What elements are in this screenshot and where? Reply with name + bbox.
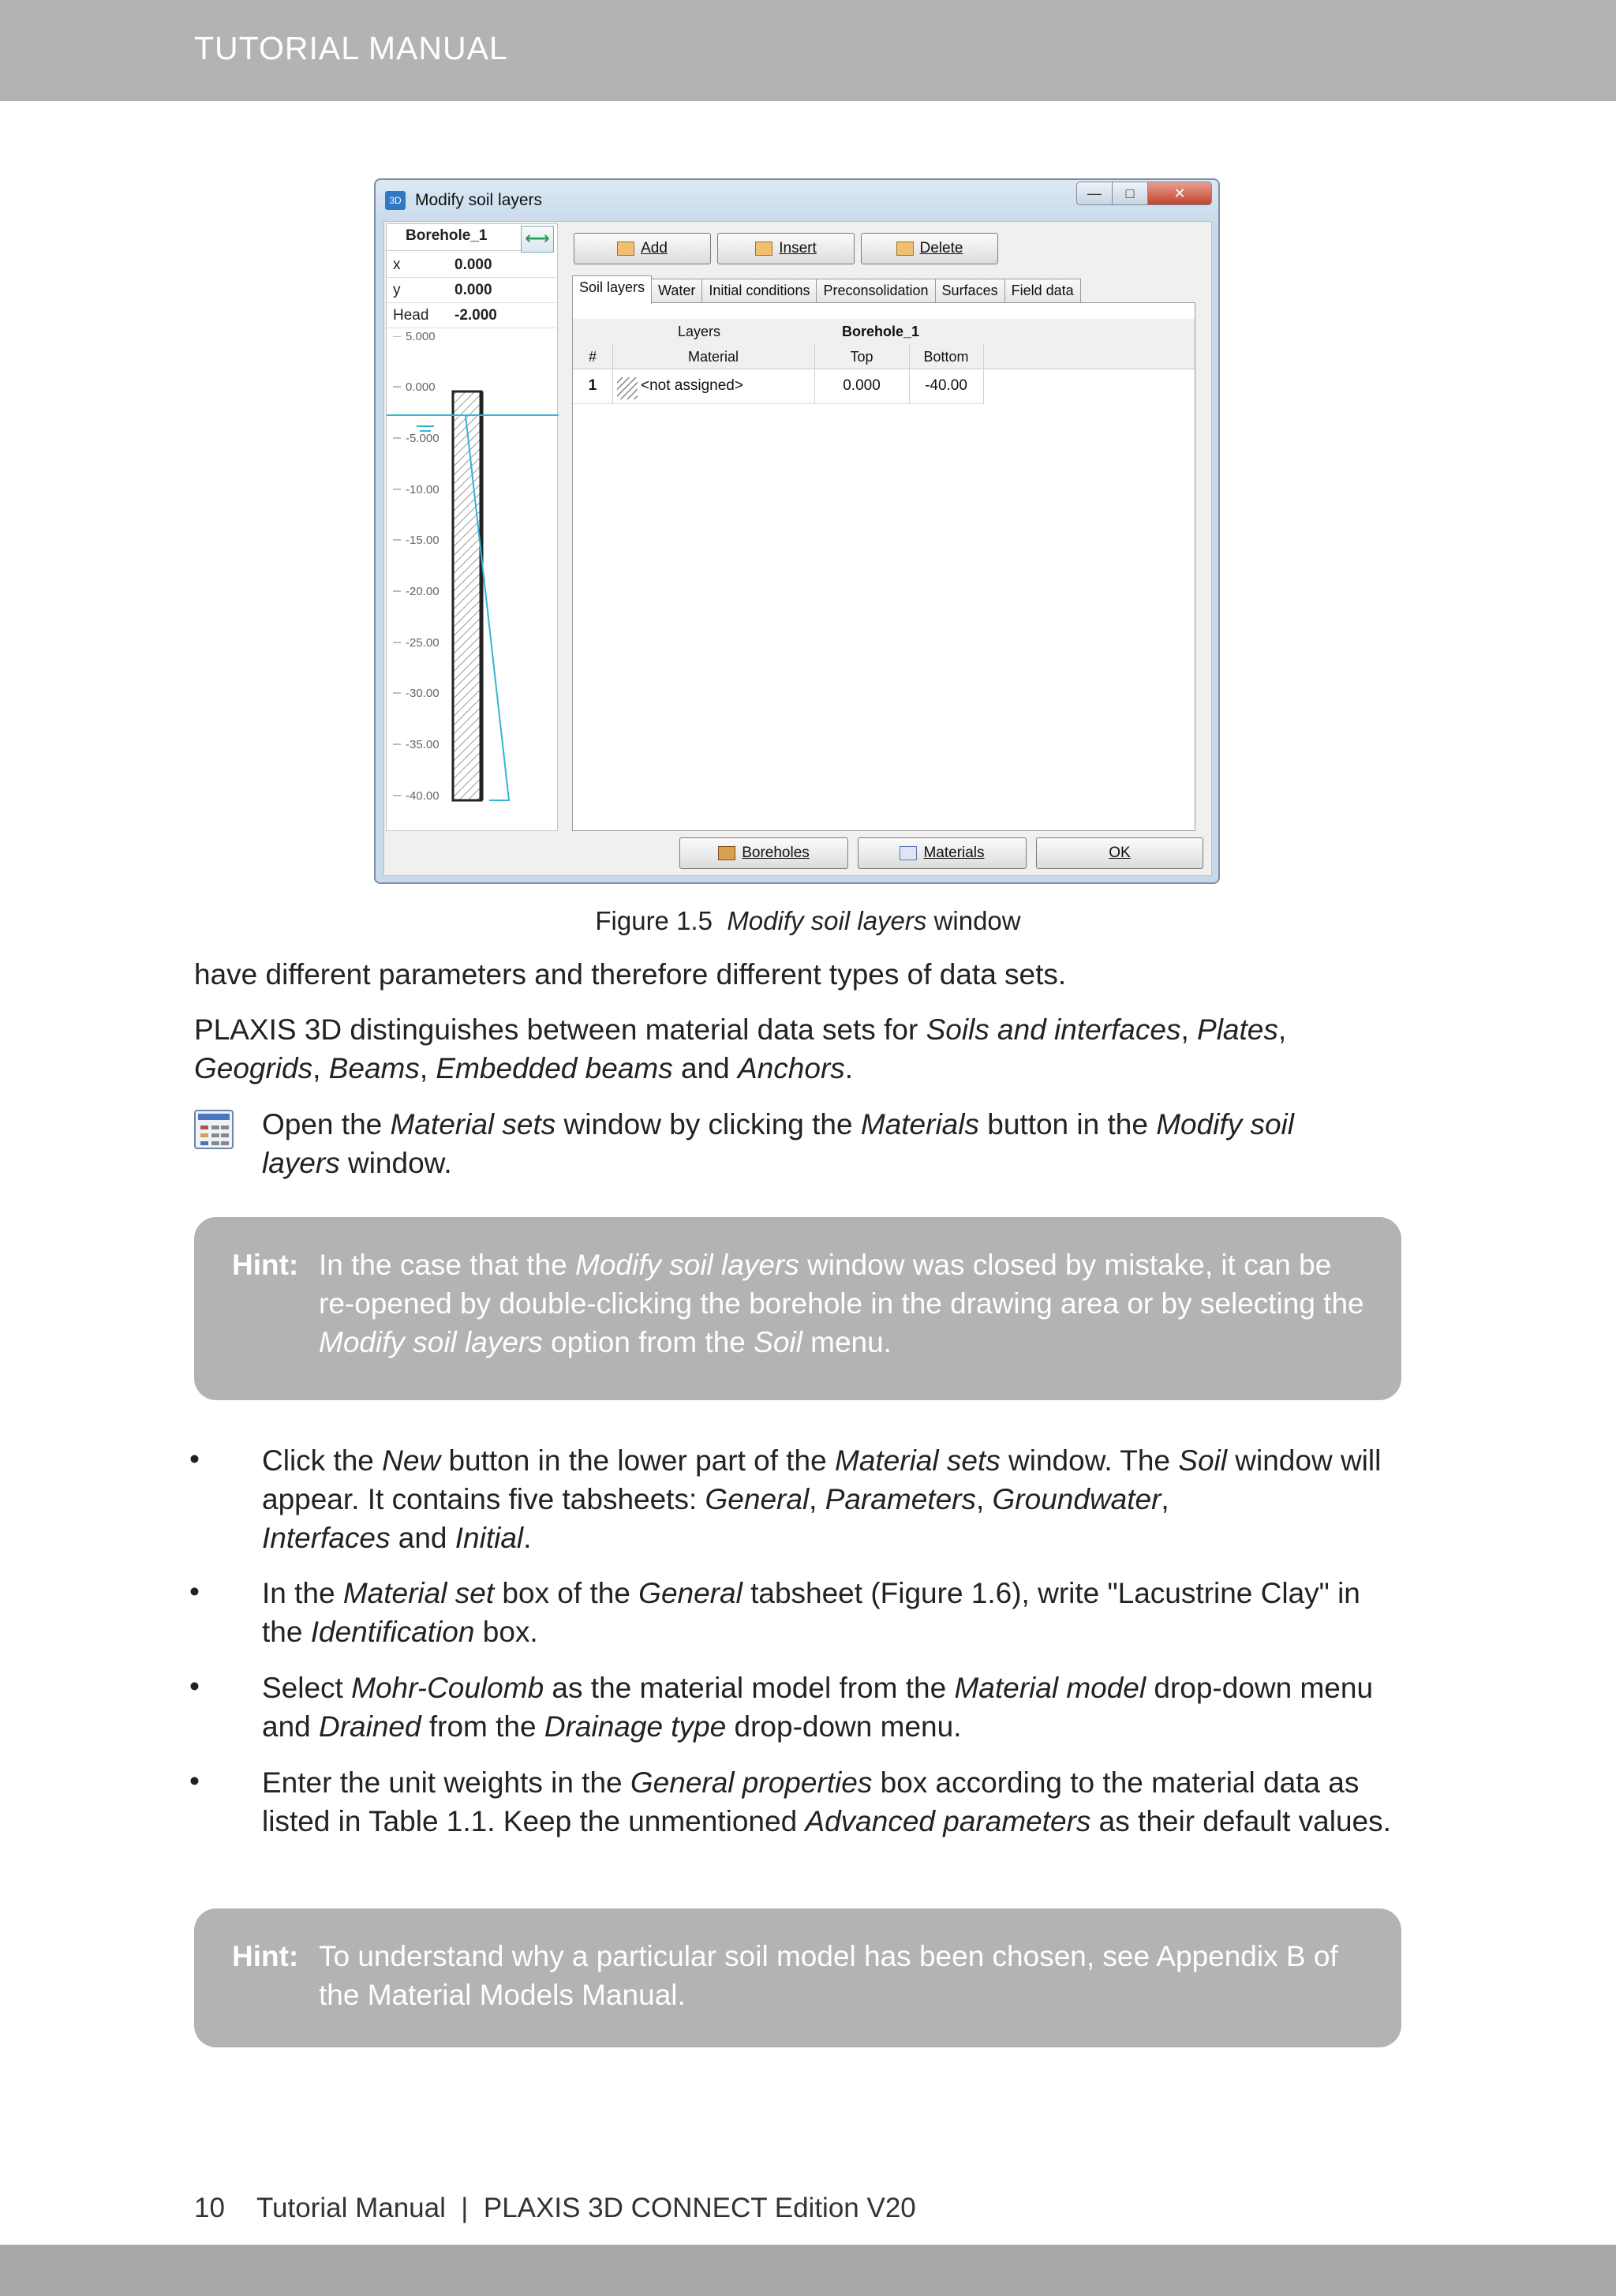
material-hatch-icon bbox=[617, 377, 638, 399]
tab-water[interactable]: Water bbox=[651, 279, 702, 304]
delete-button[interactable]: Delete bbox=[861, 233, 998, 264]
head-label: Head bbox=[393, 307, 429, 324]
soil-layers-panel bbox=[572, 302, 1195, 831]
row-num: 1 bbox=[588, 377, 597, 394]
caption-label: Figure 1.5 bbox=[595, 906, 713, 935]
figure-caption bbox=[0, 906, 1616, 936]
row-material[interactable]: <not assigned> bbox=[641, 377, 743, 394]
boreholes-icon bbox=[718, 846, 735, 860]
scale-tick: -40.00 bbox=[406, 789, 440, 803]
window-titlebar[interactable] bbox=[376, 180, 1218, 219]
bullet-2: In the Material set box of the General tabsheet (Figure 1.6), write "Lacustrine Clay" in the Identification box. bbox=[262, 1577, 1360, 1648]
bullet-4: Enter the unit weights in the General properties box according to the material data as listed in Table 1.1. Keep the unmentioned Advanced parameters as their default values. bbox=[262, 1766, 1391, 1837]
hint-box-2 bbox=[194, 1908, 1401, 2047]
insert-layer-icon bbox=[755, 242, 772, 256]
head-value[interactable]: -2.000 bbox=[454, 307, 497, 324]
tab-initial-conditions[interactable]: Initial conditions bbox=[701, 279, 817, 304]
scale-tick: -5.000 bbox=[406, 432, 440, 445]
app-icon: 3D bbox=[385, 191, 406, 210]
scale-tick: -25.00 bbox=[406, 636, 440, 650]
window-client bbox=[383, 221, 1212, 876]
y-label: y bbox=[393, 282, 401, 298]
material-sets-icon bbox=[194, 1110, 234, 1149]
scale-tick: -30.00 bbox=[406, 687, 440, 700]
hint-label: Hint: bbox=[232, 1249, 299, 1281]
bullet-marker: • bbox=[189, 1765, 200, 1797]
minimize-button[interactable]: — bbox=[1076, 182, 1113, 205]
row-bottom[interactable]: -40.00 bbox=[925, 377, 967, 394]
x-label: x bbox=[393, 257, 401, 273]
close-button[interactable]: ✕ bbox=[1147, 182, 1212, 205]
bullet-marker: • bbox=[189, 1443, 200, 1475]
borehole-panel bbox=[386, 223, 558, 831]
scale-tick: -10.00 bbox=[406, 483, 440, 496]
borehole-name: Borehole_1 bbox=[387, 224, 521, 251]
grid-group-header bbox=[573, 319, 1195, 344]
footer-text: Tutorial Manual | PLAXIS 3D CONNECT Edition V20 bbox=[256, 2193, 916, 2223]
grid-column-header bbox=[573, 344, 1195, 369]
paragraph-2: PLAXIS 3D distinguishes between material data sets for Soils and interfaces, Plates, Geogrids, Beams, Embedded beams and Anchors. bbox=[194, 1013, 1287, 1084]
hint-label: Hint: bbox=[232, 1940, 299, 1972]
scale-tick: -15.00 bbox=[406, 534, 440, 547]
hint-box-1 bbox=[194, 1217, 1401, 1400]
header-band bbox=[0, 0, 1616, 101]
tab-soil-layers[interactable]: Soil layers bbox=[572, 275, 652, 304]
modify-soil-layers-window bbox=[374, 178, 1220, 884]
row-top[interactable]: 0.000 bbox=[843, 377, 881, 394]
scale-tick: -20.00 bbox=[406, 585, 440, 598]
bullet-marker: • bbox=[189, 1575, 200, 1608]
soil-layer-column[interactable] bbox=[453, 391, 481, 800]
scale-tick: 0.000 bbox=[406, 380, 436, 394]
table-row[interactable] bbox=[573, 373, 983, 404]
tab-field-data[interactable]: Field data bbox=[1004, 279, 1081, 304]
hint-text: In the case that the Modify soil layers window was closed by mistake, it can be re-opened by double-clicking the borehole in the drawing area or by selecting the Modify soil layers option from the Soil menu. bbox=[319, 1249, 1364, 1358]
scale-tick: -35.00 bbox=[406, 738, 440, 751]
bullet-1: Click the New button in the lower part of the Material sets window. The Soil window will appear. It contains five tabsheets: General, Parameters, Groundwater, Interfaces and Initial. bbox=[262, 1444, 1382, 1554]
ok-button[interactable]: OK bbox=[1036, 837, 1203, 869]
borehole-head-row bbox=[387, 303, 556, 328]
paragraph-3: Open the Material sets window by clicking the Materials button in the Modify soil layers window. bbox=[262, 1108, 1294, 1179]
swap-arrow-icon[interactable]: ⟷ bbox=[521, 226, 554, 253]
delete-layer-icon bbox=[896, 242, 914, 256]
col-num-header[interactable]: # bbox=[588, 349, 597, 365]
x-value[interactable]: 0.000 bbox=[454, 257, 492, 273]
page-number: 10 bbox=[194, 2193, 225, 2223]
water-table-icon bbox=[417, 426, 434, 431]
col-top-header[interactable]: Top bbox=[850, 349, 873, 365]
borehole-group-label: Borehole_1 bbox=[841, 324, 920, 339]
bullet-marker: • bbox=[189, 1670, 200, 1702]
header-title: TUTORIAL MANUAL bbox=[194, 30, 508, 66]
add-layer-icon bbox=[617, 242, 634, 256]
boreholes-button[interactable]: Boreholes bbox=[679, 837, 848, 869]
caption-title: Modify soil layers bbox=[727, 906, 927, 935]
footer-band bbox=[0, 2245, 1616, 2296]
maximize-button[interactable]: □ bbox=[1112, 182, 1148, 205]
scale-tick: 5.000 bbox=[406, 330, 436, 343]
col-bottom-header[interactable]: Bottom bbox=[923, 349, 969, 365]
tab-preconsolidation[interactable]: Preconsolidation bbox=[816, 279, 935, 304]
y-value[interactable]: 0.000 bbox=[454, 282, 492, 298]
hint-text: To understand why a particular soil model has been chosen, see Appendix B of the Material Models Manual. bbox=[319, 1940, 1338, 2011]
materials-button[interactable]: Materials bbox=[858, 837, 1027, 869]
borehole-y-row bbox=[387, 278, 556, 303]
borehole-x-row bbox=[387, 253, 556, 278]
caption-suffix: window bbox=[933, 906, 1021, 935]
insert-button[interactable]: Insert bbox=[717, 233, 855, 264]
bullet-3: Select Mohr-Coulomb as the material model from the Material model drop-down menu and Drained from the Drainage type drop-down menu. bbox=[262, 1672, 1374, 1743]
window-title: Modify soil layers bbox=[415, 191, 543, 209]
col-material-header[interactable]: Material bbox=[687, 349, 739, 365]
page-footer bbox=[194, 2193, 916, 2224]
tab-strip bbox=[572, 277, 1080, 304]
add-button[interactable]: Add bbox=[574, 233, 711, 264]
layers-group-label: Layers bbox=[677, 324, 721, 339]
tab-surfaces[interactable]: Surfaces bbox=[935, 279, 1005, 304]
materials-icon bbox=[900, 846, 917, 860]
paragraph-1: have different parameters and therefore different types of data sets. bbox=[194, 958, 1067, 991]
